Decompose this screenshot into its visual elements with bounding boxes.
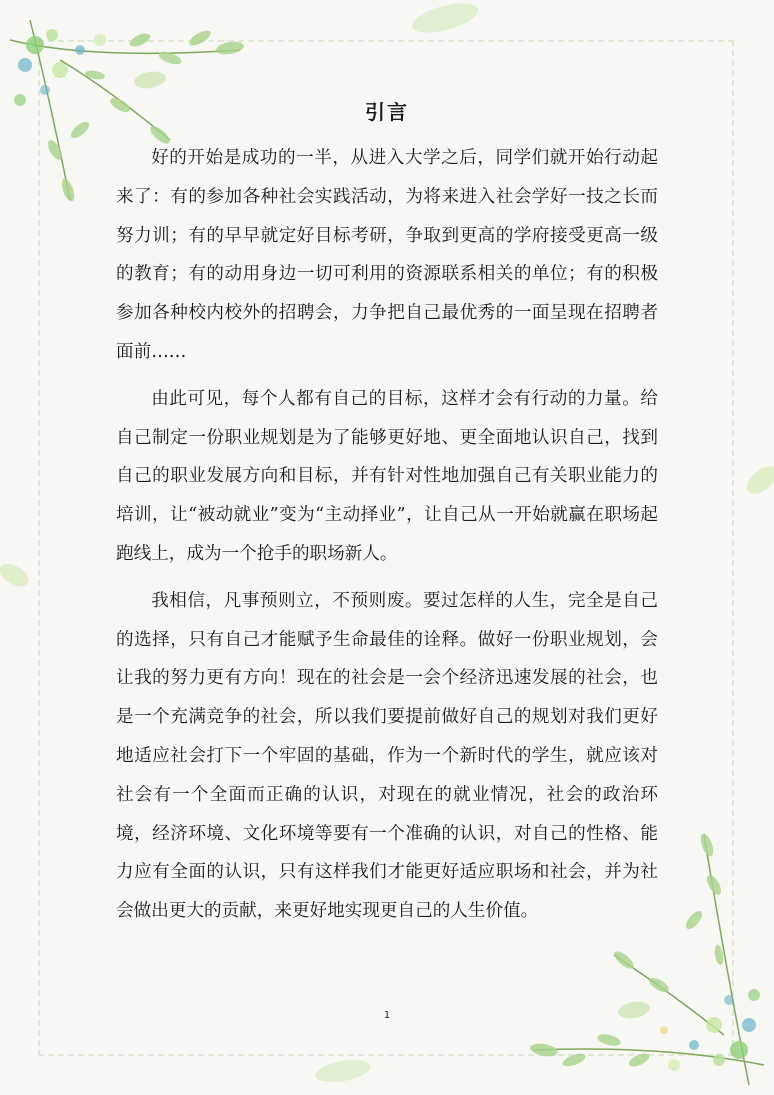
paragraph: 好的开始是成功的一半，从进入大学之后，同学们就开始行动起来了：有的参加各种社会实践活动，为将来进入社会学好一技之长而努力训；有的早早就定好目标考研，争取到更高的学府接受更高一级的教育；有的动用身边一切可利用的资源联系相关的单位；有的积极参加各种校内校外的招聘会，力争把自己最优秀的一面呈现在招聘者面前…… (116, 148, 658, 362)
paragraph: 我相信，凡事预则立，不预则废。要过怎样的人生，完全是自己的选择，只有自己才能赋予生命最佳的诠释。做好一份职业规划，会让我的努力更有方向！现在的社会是一会个经济迅速发展的社会，也是一个充满竞争的社会，所以我们要提前做好自己的规划对我们更好地适应社会打下一个牢固的基础，作为一个新时代的学生，就应该对社会有一个全面而正确的认识，对现在的就业情况，社会的政治环境，经济环境、文化环境等要有一个准确的认识，对自己的性格、能力应有全面的认识，只有这样我们才能更好适应职场和社会，并为社会做出更大的贡献，来更好地实现更自己的人生价值。 (116, 590, 658, 922)
leaf-icon (400, 0, 490, 40)
leaf-icon (734, 455, 774, 505)
paragraph: 由此可见，每个人都有自己的目标，这样才会有行动的力量。给自己制定一份职业规划是为了能够更好地、更全面地认识自己，找到自己的职业发展方向和目标，并有针对性地加强自己有关职业能力的培训，让“被动就业”变为“主动择业”，让自己从一开始就赢在职场起跑线上，成为一个抢手的职场新人。 (116, 388, 658, 564)
leaf-icon (308, 1053, 378, 1087)
leaf-icon (0, 555, 40, 595)
document-body (116, 96, 658, 939)
document-title: 引言 (365, 100, 409, 124)
page-number: 1 (383, 1010, 391, 1021)
